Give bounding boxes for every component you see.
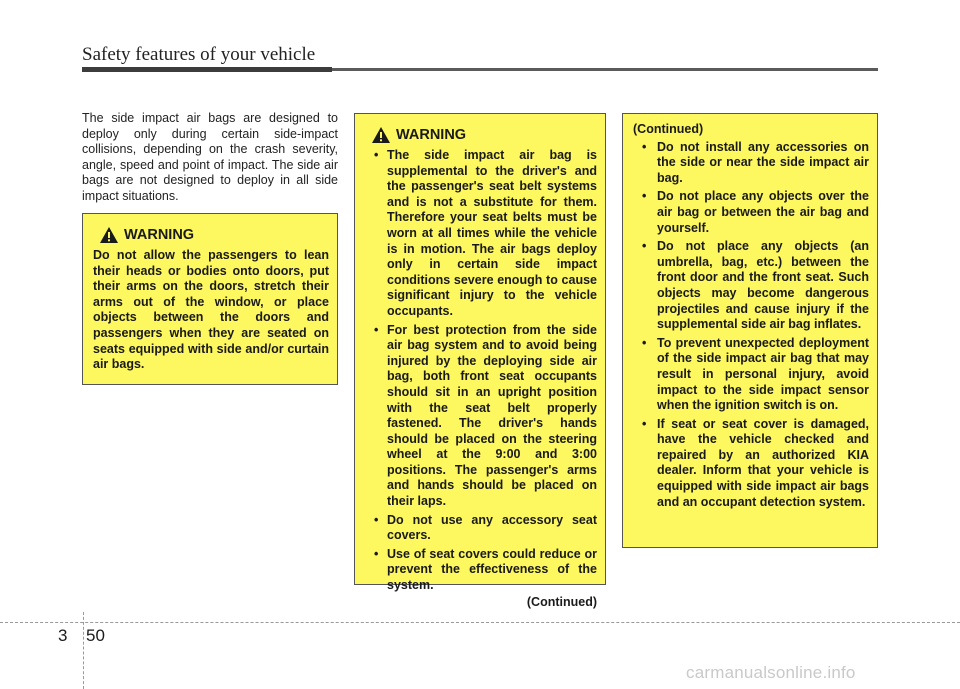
list-item: • To prevent unexpected deployment of the side impact air bag that may result in personal injury, avoid impact to the side impact sensor when the ignition switch is on. <box>633 336 869 414</box>
page-number: 50 <box>86 626 105 645</box>
continued-marker: (Continued) <box>526 594 597 609</box>
intro-paragraph: The side impact air bags are designed to deploy only during certain side-impact collisions, depending on the crash severity, angle, speed and point of impact. The side air bags are not designed to deploy in all side impact situations. <box>82 111 338 203</box>
warning-label: WARNING <box>396 127 467 143</box>
footer-divider <box>83 612 84 689</box>
list-item: • Use of seat covers could reduce or prevent the effectiveness of the system. <box>365 547 597 594</box>
warning-heading <box>99 226 329 244</box>
warning-list <box>633 140 869 511</box>
header-rule-accent <box>82 67 332 72</box>
list-item: • Do not use any accessory seat covers. <box>365 513 597 544</box>
warning-box-continued <box>622 113 878 548</box>
list-item: • For best protection from the side air bag system and to avoid being injured by the deploying side air bag, both front seat occupants should sit in an upright position with the seat belt properly fastened. The driver's hands should be placed on the steering wheel at the 9:00 and 3:00 positions. The passenger's arms and hands should be placed on their laps. <box>365 323 597 510</box>
warning-text: Do not allow the passengers to lean their heads or bodies onto doors, put their arms on the doors, stretch their arms out of the window, or place objects between the doors and passengers when they are seated on seats equipped with side and/or curtain air bags. <box>93 248 329 372</box>
list-item: • Do not install any accessories on the side or near the side impact air bag. <box>633 140 869 187</box>
continued-marker: (Continued) <box>633 122 704 136</box>
warning-box-passengers <box>82 213 338 385</box>
list-item: • The side impact air bag is supplemental to the driver's and the passenger's seat belt systems and is not a substitute for them. Therefore your seat belts must be worn at all times while the vehicle is in motion. The air bags deploy only in certain side impact conditions severe enough to cause significant injury to the vehicle occupants. <box>365 148 597 320</box>
warning-label: WARNING <box>124 227 195 243</box>
list-item: • Do not place any objects (an umbrella, bag, etc.) between the front door and the front seat. Such objects may become dangerous projectiles and cause injury if the supplemental side air bag inflates. <box>633 239 869 333</box>
watermark: carmanualsonline.info <box>686 663 856 682</box>
warning-triangle-icon <box>371 126 391 144</box>
warning-list <box>365 148 597 594</box>
warning-heading <box>371 126 597 144</box>
page-chapter: 3 <box>58 626 68 645</box>
warning-box-side-airbag <box>354 113 606 609</box>
list-item: • Do not place any objects over the air bag or between the air bag and yourself. <box>633 189 869 236</box>
page-header-title: Safety features of your vehicle <box>82 44 316 65</box>
list-item: • If seat or seat cover is damaged, have the vehicle checked and repaired by an authorized KIA dealer. Inform that your vehicle is equipped with side impact air bags and an occupant detection system. <box>633 417 869 511</box>
warning-triangle-icon <box>99 226 119 244</box>
footer-rule <box>0 622 960 623</box>
